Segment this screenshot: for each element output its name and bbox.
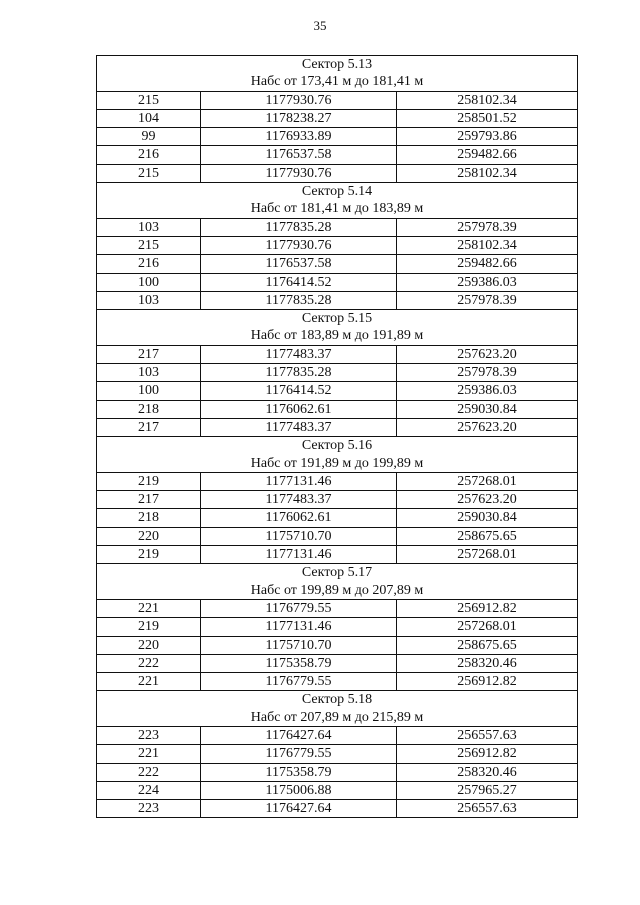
sector-title-row [97, 691, 578, 709]
x-coordinate-cell: 1177131.46 [201, 472, 397, 490]
y-coordinate-cell: 259793.86 [397, 128, 578, 146]
point-number-cell: 103 [97, 364, 201, 382]
table-row [97, 673, 578, 691]
sector-range-row [97, 455, 578, 473]
y-coordinate-cell: 256557.63 [397, 800, 578, 818]
table-row [97, 599, 578, 617]
x-coordinate-cell: 1176933.89 [201, 128, 397, 146]
x-coordinate-cell: 1177835.28 [201, 364, 397, 382]
point-number-cell: 216 [97, 255, 201, 273]
y-coordinate-cell: 257978.39 [397, 364, 578, 382]
x-coordinate-cell: 1177483.37 [201, 418, 397, 436]
table-row [97, 382, 578, 400]
point-number-cell: 99 [97, 128, 201, 146]
sector-title-row [97, 310, 578, 328]
sector-title-row [97, 437, 578, 455]
table-row [97, 345, 578, 363]
y-coordinate-cell: 257978.39 [397, 218, 578, 236]
point-number-cell: 219 [97, 618, 201, 636]
sector-title: Сектор 5.16 [97, 437, 578, 455]
table-row [97, 636, 578, 654]
table-row [97, 509, 578, 527]
x-coordinate-cell: 1177131.46 [201, 546, 397, 564]
y-coordinate-cell: 258102.34 [397, 164, 578, 182]
x-coordinate-cell: 1177930.76 [201, 236, 397, 254]
sector-range-row [97, 582, 578, 600]
point-number-cell: 222 [97, 654, 201, 672]
x-coordinate-cell: 1176062.61 [201, 509, 397, 527]
y-coordinate-cell: 256912.82 [397, 599, 578, 617]
table-row [97, 400, 578, 418]
x-coordinate-cell: 1176537.58 [201, 146, 397, 164]
point-number-cell: 223 [97, 726, 201, 744]
point-number-cell: 219 [97, 472, 201, 490]
point-number-cell: 223 [97, 800, 201, 818]
sector-title: Сектор 5.18 [97, 691, 578, 709]
y-coordinate-cell: 258320.46 [397, 654, 578, 672]
point-number-cell: 219 [97, 546, 201, 564]
sector-elevation-range: Набс от 199,89 м до 207,89 м [97, 582, 578, 600]
table-row [97, 472, 578, 490]
y-coordinate-cell: 257623.20 [397, 491, 578, 509]
y-coordinate-cell: 259482.66 [397, 255, 578, 273]
table-row [97, 527, 578, 545]
x-coordinate-cell: 1175710.70 [201, 636, 397, 654]
sector-elevation-range: Набс от 207,89 м до 215,89 м [97, 709, 578, 727]
table-row [97, 91, 578, 109]
sector-range-row [97, 327, 578, 345]
point-number-cell: 218 [97, 509, 201, 527]
y-coordinate-cell: 258675.65 [397, 636, 578, 654]
table-row [97, 291, 578, 309]
point-number-cell: 220 [97, 636, 201, 654]
y-coordinate-cell: 256912.82 [397, 745, 578, 763]
sector-range-row [97, 73, 578, 91]
point-number-cell: 217 [97, 345, 201, 363]
x-coordinate-cell: 1176779.55 [201, 745, 397, 763]
sector-range-row [97, 200, 578, 218]
table-row [97, 491, 578, 509]
table-row [97, 654, 578, 672]
y-coordinate-cell: 259386.03 [397, 382, 578, 400]
x-coordinate-cell: 1176779.55 [201, 599, 397, 617]
y-coordinate-cell: 258501.52 [397, 109, 578, 127]
point-number-cell: 103 [97, 218, 201, 236]
y-coordinate-cell: 256912.82 [397, 673, 578, 691]
table-row [97, 218, 578, 236]
point-number-cell: 224 [97, 781, 201, 799]
point-number-cell: 221 [97, 673, 201, 691]
table-row [97, 364, 578, 382]
x-coordinate-cell: 1177930.76 [201, 164, 397, 182]
sector-title: Сектор 5.14 [97, 183, 578, 201]
point-number-cell: 220 [97, 527, 201, 545]
table-row [97, 236, 578, 254]
y-coordinate-cell: 257268.01 [397, 546, 578, 564]
table-row [97, 255, 578, 273]
y-coordinate-cell: 257623.20 [397, 345, 578, 363]
table-row [97, 164, 578, 182]
y-coordinate-cell: 258675.65 [397, 527, 578, 545]
y-coordinate-cell: 259030.84 [397, 400, 578, 418]
table-row [97, 273, 578, 291]
x-coordinate-cell: 1177483.37 [201, 491, 397, 509]
sector-title-row [97, 564, 578, 582]
point-number-cell: 222 [97, 763, 201, 781]
x-coordinate-cell: 1177835.28 [201, 291, 397, 309]
y-coordinate-cell: 259030.84 [397, 509, 578, 527]
x-coordinate-cell: 1177930.76 [201, 91, 397, 109]
sector-range-row [97, 709, 578, 727]
x-coordinate-cell: 1178238.27 [201, 109, 397, 127]
point-number-cell: 104 [97, 109, 201, 127]
x-coordinate-cell: 1177835.28 [201, 218, 397, 236]
point-number-cell: 217 [97, 418, 201, 436]
x-coordinate-cell: 1175358.79 [201, 763, 397, 781]
y-coordinate-cell: 257268.01 [397, 472, 578, 490]
table-row [97, 800, 578, 818]
x-coordinate-cell: 1175006.88 [201, 781, 397, 799]
y-coordinate-cell: 259386.03 [397, 273, 578, 291]
x-coordinate-cell: 1176414.52 [201, 382, 397, 400]
y-coordinate-cell: 257965.27 [397, 781, 578, 799]
table-row [97, 128, 578, 146]
x-coordinate-cell: 1175710.70 [201, 527, 397, 545]
sector-elevation-range: Набс от 191,89 м до 199,89 м [97, 455, 578, 473]
table-row [97, 618, 578, 636]
x-coordinate-cell: 1176062.61 [201, 400, 397, 418]
table-row [97, 418, 578, 436]
x-coordinate-cell: 1176427.64 [201, 726, 397, 744]
point-number-cell: 100 [97, 273, 201, 291]
x-coordinate-cell: 1175358.79 [201, 654, 397, 672]
sector-title: Сектор 5.17 [97, 564, 578, 582]
point-number-cell: 216 [97, 146, 201, 164]
table-row [97, 745, 578, 763]
y-coordinate-cell: 257623.20 [397, 418, 578, 436]
table-row [97, 546, 578, 564]
table-row [97, 146, 578, 164]
x-coordinate-cell: 1177483.37 [201, 345, 397, 363]
point-number-cell: 215 [97, 236, 201, 254]
y-coordinate-cell: 258320.46 [397, 763, 578, 781]
y-coordinate-cell: 257978.39 [397, 291, 578, 309]
page-number: 35 [313, 18, 327, 33]
sector-elevation-range: Набс от 181,41 м до 183,89 м [97, 200, 578, 218]
sector-title: Сектор 5.15 [97, 310, 578, 328]
point-number-cell: 221 [97, 745, 201, 763]
sector-title-row [97, 183, 578, 201]
y-coordinate-cell: 256557.63 [397, 726, 578, 744]
sector-title: Сектор 5.13 [97, 56, 578, 74]
y-coordinate-cell: 259482.66 [397, 146, 578, 164]
coordinates-table [96, 55, 578, 818]
point-number-cell: 221 [97, 599, 201, 617]
point-number-cell: 215 [97, 91, 201, 109]
table-row [97, 109, 578, 127]
x-coordinate-cell: 1176537.58 [201, 255, 397, 273]
x-coordinate-cell: 1177131.46 [201, 618, 397, 636]
table-row [97, 763, 578, 781]
y-coordinate-cell: 258102.34 [397, 91, 578, 109]
point-number-cell: 103 [97, 291, 201, 309]
point-number-cell: 100 [97, 382, 201, 400]
sector-title-row [97, 56, 578, 74]
table-row [97, 781, 578, 799]
sector-elevation-range: Набс от 173,41 м до 181,41 м [97, 73, 578, 91]
x-coordinate-cell: 1176427.64 [201, 800, 397, 818]
point-number-cell: 217 [97, 491, 201, 509]
y-coordinate-cell: 258102.34 [397, 236, 578, 254]
x-coordinate-cell: 1176779.55 [201, 673, 397, 691]
table-row [97, 726, 578, 744]
y-coordinate-cell: 257268.01 [397, 618, 578, 636]
sector-elevation-range: Набс от 183,89 м до 191,89 м [97, 327, 578, 345]
point-number-cell: 215 [97, 164, 201, 182]
point-number-cell: 218 [97, 400, 201, 418]
x-coordinate-cell: 1176414.52 [201, 273, 397, 291]
